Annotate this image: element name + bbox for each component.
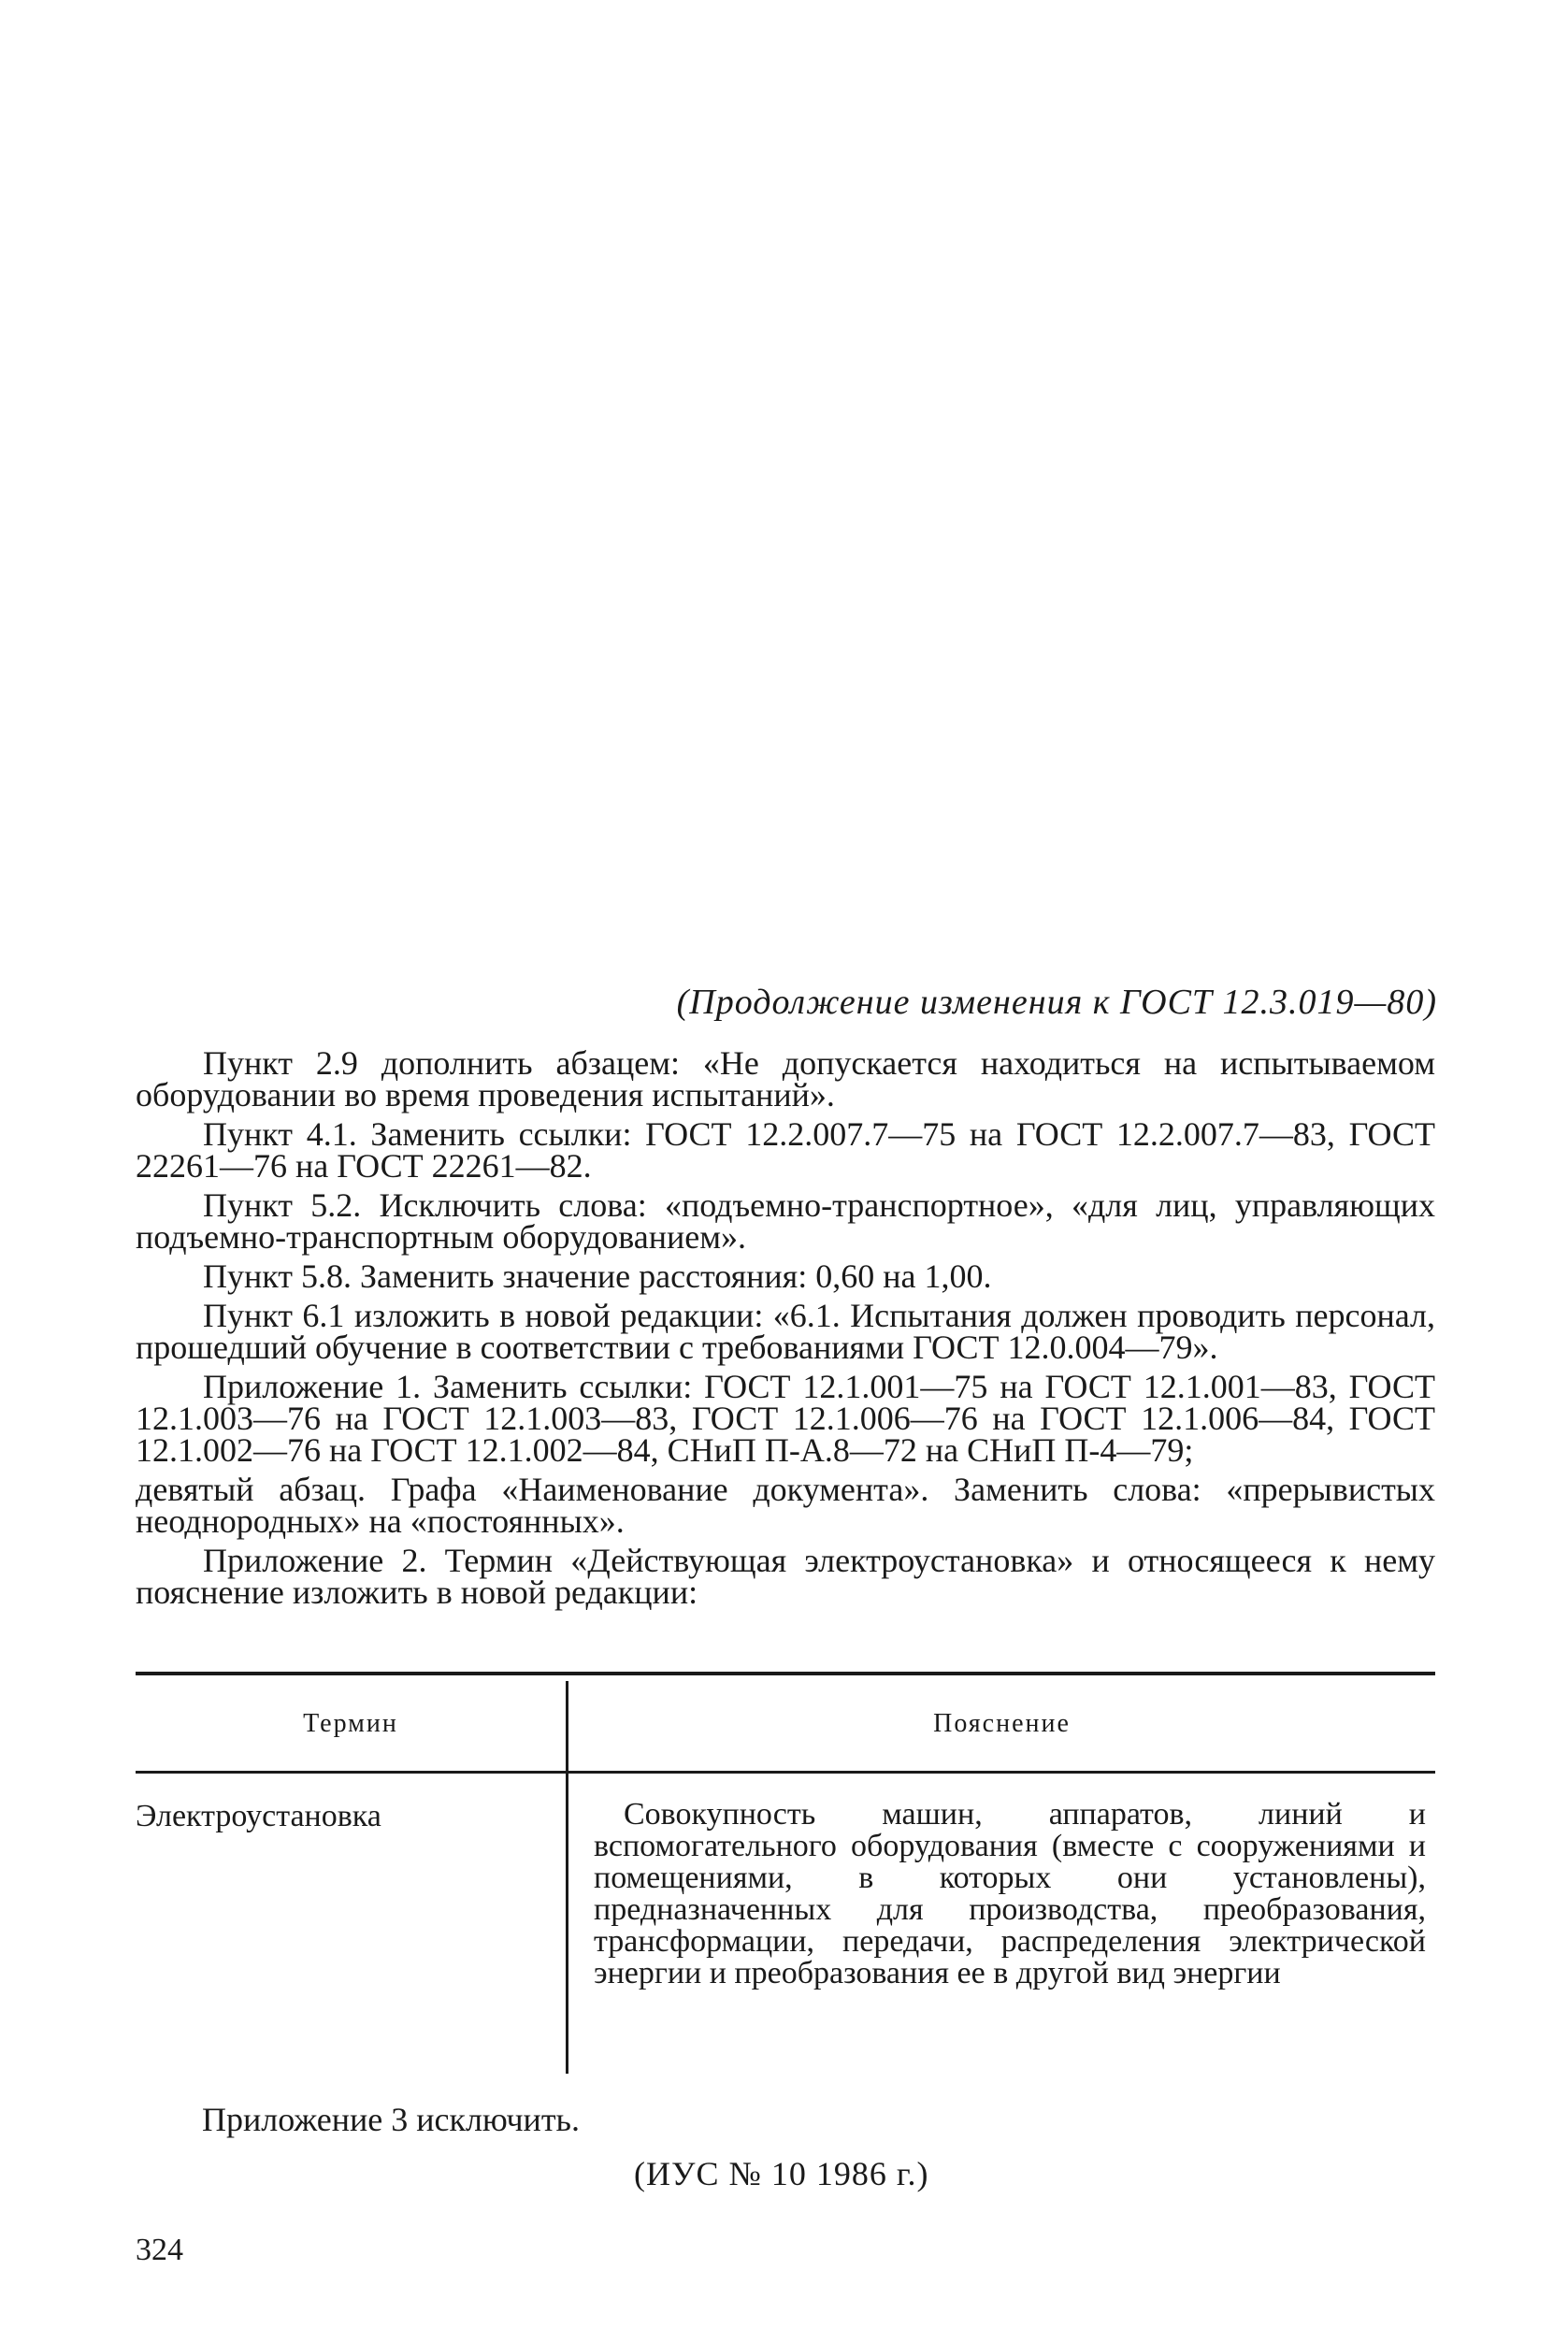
table-column-separator (566, 1681, 568, 2074)
continuation-header: (Продолжение изменения к ГОСТ 12.3.019—80) (676, 983, 1437, 1022)
paragraph-item-2-9: Пункт 2.9 дополнить абзацем: «Не допускается находиться на испытываемом оборудовании во время проведения испытаний». (136, 1044, 1435, 1114)
table-header-rule (136, 1771, 1435, 1774)
appendix-3-note: Приложение 3 исключить. (202, 2101, 580, 2138)
table-header-term: Термин (303, 1709, 398, 1738)
paragraph-item-5-8: Пункт 5.8. Заменить значение расстояния: 0,60 на 1,00. (203, 1257, 992, 1295)
source-reference: (ИУС № 10 1986 г.) (634, 2155, 929, 2192)
paragraph-ninth-abzac: девятый абзац. Графа «Наименование документа». Заменить слова: «прерывистых неоднородных» на «постоянных». (136, 1471, 1435, 1540)
paragraph-appendix-2: Приложение 2. Термин «Действующая электроустановка» и относящееся к нему пояснение изложить в новой редакции: (136, 1542, 1435, 1611)
table-row-explanation-text: Совокупность машин, аппаратов, линий и вспомогательного оборудования (вместе с сооружениями и помещениями, в которых они установлены), предназначенных для производства, преобразования, трансформации, передачи, распределения электрической энергии и преобразования ее в другой вид энергии (594, 1797, 1426, 1990)
paragraph-item-4-1: Пункт 4.1. Заменить ссылки: ГОСТ 12.2.007.7—75 на ГОСТ 12.2.007.7—83, ГОСТ 22261—76 на ГОСТ 22261—82. (136, 1115, 1435, 1185)
table-row-term: Электроустановка (136, 1799, 381, 1833)
table-row-explanation (594, 1799, 1426, 1990)
table-header-explanation: Пояснение (933, 1709, 1071, 1738)
paragraph-item-5-2: Пункт 5.2. Исключить слова: «подъемно-транспортное», «для лиц, управляющих подъемно-транспортным оборудованием». (136, 1186, 1435, 1256)
table-top-rule (136, 1672, 1435, 1675)
paragraph-appendix-1: Приложение 1. Заменить ссылки: ГОСТ 12.1.001—75 на ГОСТ 12.1.001—83, ГОСТ 12.1.003—76 на ГОСТ 12.1.003—83, ГОСТ 12.1.006—76 на ГОСТ 12.1.006—84, ГОСТ 12.1.002—76 на ГОСТ 12.1.002—84, СНиП П-А.8—72 на СНиП П-4—79; (136, 1368, 1435, 1469)
term-table (136, 1672, 1435, 2076)
paragraph-item-6-1: Пункт 6.1 изложить в новой редакции: «6.1. Испытания должен проводить персонал, прошедший обучение в соответствии с требованиями ГОСТ 12.0.004—79». (136, 1297, 1435, 1366)
page-number: 324 (136, 2233, 183, 2267)
amendment-body (136, 1044, 1435, 1616)
